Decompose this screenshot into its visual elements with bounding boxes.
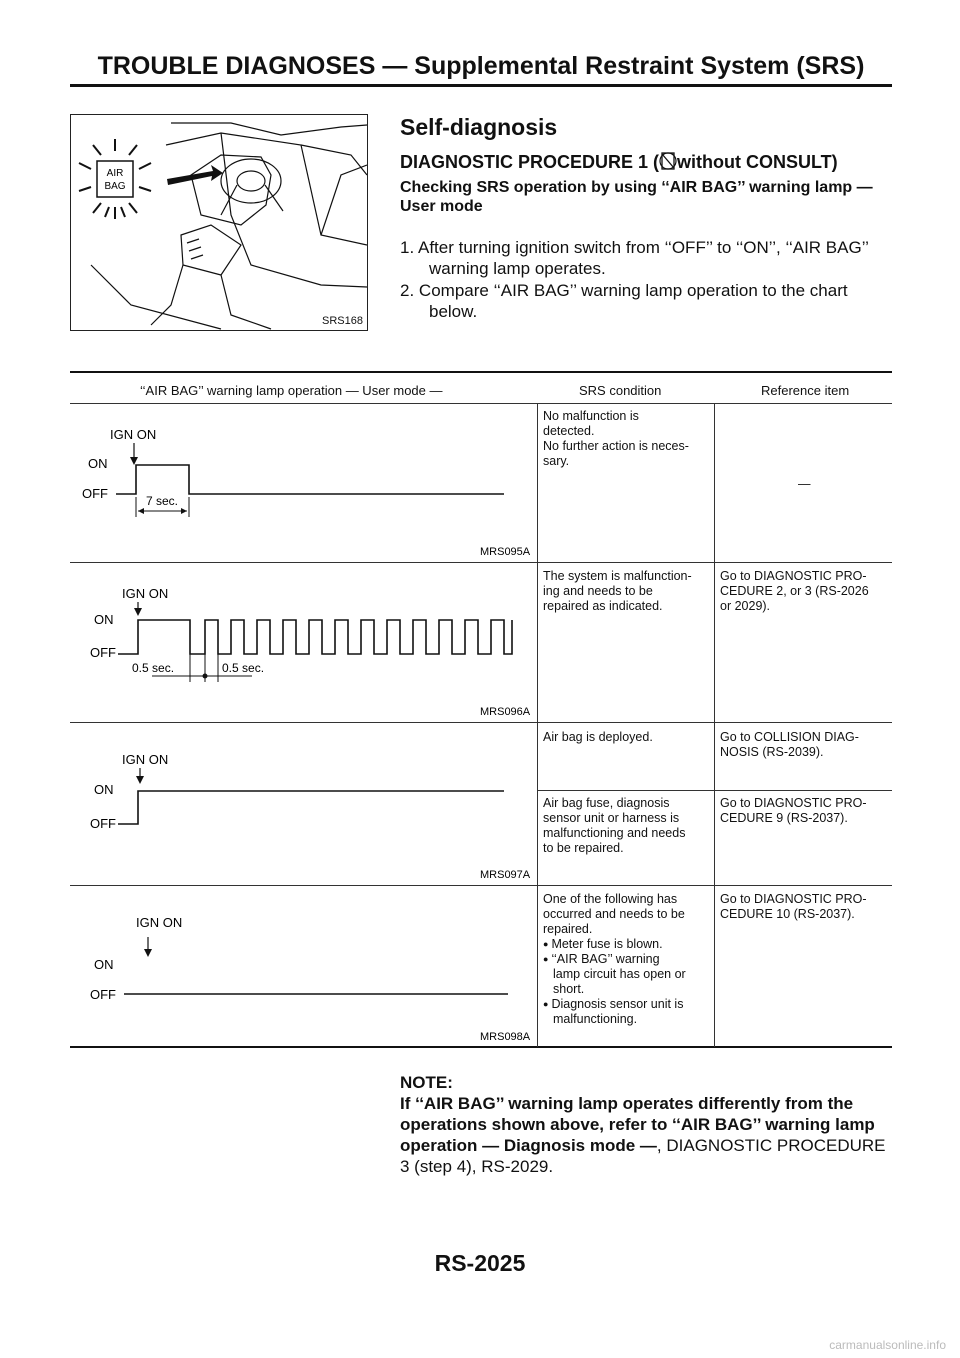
step-1-text: After turning ignition switch from ‘‘OFF’’ to ‘‘ON’’, ‘‘AIR BAG’’	[417, 238, 869, 257]
car-interior-drawing	[71, 115, 368, 331]
page-number: RS-2025	[434, 1250, 526, 1276]
row-3b-condition	[543, 796, 711, 856]
note	[400, 1072, 892, 1177]
condition-line: No further action is neces-	[543, 439, 689, 453]
bullet-item: ● Diagnosis sensor unit is	[543, 997, 713, 1012]
row-3a-reference	[720, 730, 890, 760]
condition-line: sary.	[543, 454, 570, 468]
condition-line: detected.	[543, 424, 595, 438]
lamp-signal	[118, 791, 504, 824]
on-label: ON	[94, 612, 114, 627]
condition-line: repaired as indicated.	[543, 599, 663, 613]
condition-line: The system is malfunction-	[543, 569, 692, 583]
waveform-row-1	[72, 405, 536, 560]
note-bold-text: If ‘‘AIR BAG’’ warning lamp operates differently from the operations shown above, refer to ‘‘AIR BAG’’ warning lamp operation — Diagnosis mode —	[400, 1094, 875, 1155]
section-title: Self-diagnosis	[400, 114, 558, 140]
condition-line: ing and needs to be	[543, 584, 653, 598]
condition-line: to be repaired.	[543, 841, 624, 855]
bullet-item: ● ‘‘AIR BAG’’ warning	[543, 952, 713, 967]
header-reference-item: Reference item	[761, 383, 850, 398]
lamp-signal	[116, 465, 504, 494]
bullet-item: ● Meter fuse is blown.	[543, 937, 713, 952]
check-heading: Checking SRS operation by using ‘‘AIR BAG’’ warning lamp — User mode	[400, 179, 873, 215]
on-label: ON	[94, 957, 114, 972]
row-2-condition	[543, 569, 711, 614]
lamp-text-2: BAG	[104, 181, 126, 192]
table-top-rule	[70, 371, 892, 373]
row-3b-reference	[720, 796, 890, 826]
timing-label-2: 0.5 sec.	[222, 661, 265, 675]
bullet-cont: short.	[553, 982, 585, 996]
condition-line: occurred and needs to be	[543, 907, 685, 921]
procedure-title	[400, 150, 838, 173]
diagram-label: MRS097A	[480, 869, 531, 881]
consult-crossed-icon	[659, 150, 677, 172]
table-rule	[70, 403, 892, 404]
row-1-condition	[543, 409, 711, 469]
reference-line: or 2029).	[720, 599, 771, 613]
ign-arrowhead	[144, 949, 152, 957]
procedure-title-after: without CONSULT)	[677, 152, 838, 172]
bullet-cont: malfunctioning.	[553, 1012, 638, 1026]
condition-line: Air bag fuse, diagnosis	[543, 796, 670, 810]
diagram-label: MRS098A	[480, 1031, 531, 1043]
bullet-cont: lamp circuit has open or	[553, 967, 686, 981]
table-rule	[70, 722, 892, 723]
procedure-title-before: DIAGNOSTIC PROCEDURE 1 (	[400, 152, 660, 172]
row-4-condition	[543, 892, 713, 1027]
reference-line: Go to DIAGNOSTIC PRO-	[720, 796, 867, 810]
ign-label: IGN ON	[136, 915, 183, 930]
page-header: TROUBLE DIAGNOSES — Supplemental Restraint System (SRS)	[97, 52, 865, 80]
row-3a-condition: Air bag is deployed.	[543, 730, 653, 744]
table-rule	[70, 885, 892, 886]
off-label: OFF	[90, 645, 116, 660]
waveform-row-2	[72, 564, 536, 720]
table-rule	[70, 562, 892, 563]
step-2-cont: below.	[429, 302, 478, 321]
dashboard-illustration	[70, 114, 368, 331]
time-dot	[203, 674, 208, 679]
row-1-reference: —	[798, 477, 811, 491]
table-vrule	[714, 403, 715, 1047]
timing-label: 7 sec.	[146, 494, 179, 508]
figure-label: SRS168	[322, 315, 363, 327]
off-label: OFF	[82, 486, 108, 501]
reference-line: CEDURE 2, or 3 (RS-2026	[720, 584, 869, 598]
waveform-row-3	[72, 724, 536, 883]
reference-line: CEDURE 10 (RS-2037).	[720, 907, 855, 921]
table-bottom-rule	[70, 1046, 892, 1048]
condition-line: No malfunction is	[543, 409, 639, 423]
ign-label: IGN ON	[110, 427, 157, 442]
ign-arrowhead	[130, 457, 138, 465]
arrow-icon	[167, 165, 223, 185]
ign-label: IGN ON	[122, 586, 169, 601]
header-lamp-operation: ‘‘AIR BAG’’ warning lamp operation — User mode —	[140, 383, 443, 398]
on-label: ON	[94, 782, 114, 797]
step-1-cont: warning lamp operates.	[429, 259, 606, 278]
note-label: NOTE:	[400, 1073, 453, 1092]
footer-watermark: carmanualsonline.info	[829, 1338, 946, 1352]
diagram-label: MRS096A	[480, 706, 531, 718]
condition-line: sensor unit or harness is	[543, 811, 680, 825]
ign-arrowhead	[136, 776, 144, 784]
header-srs-condition: SRS condition	[579, 383, 662, 398]
step-2-text: Compare ‘‘AIR BAG’’ warning lamp operation to the chart	[418, 281, 848, 300]
timing-label-1: 0.5 sec.	[132, 661, 175, 675]
header-rule	[70, 84, 892, 87]
condition-line: One of the following has	[543, 892, 678, 906]
note-plain-text: , DIAGNOSTIC PROCEDURE 3 (step 4), RS-2029.	[400, 1136, 886, 1176]
condition-line: repaired.	[543, 922, 593, 936]
step-1	[400, 237, 892, 279]
lamp-text-1: AIR	[106, 168, 124, 179]
reference-line: NOSIS (RS-2039).	[720, 745, 824, 759]
row-4-reference	[720, 892, 890, 922]
diagram-label: MRS095A	[480, 546, 531, 558]
step-2-num: 2.	[400, 281, 415, 300]
condition-line: malfunctioning and needs	[543, 826, 686, 840]
step-2	[400, 280, 892, 322]
on-label: ON	[88, 456, 108, 471]
ign-arrowhead	[134, 608, 142, 616]
reference-line: CEDURE 9 (RS-2037).	[720, 811, 848, 825]
reference-line: Go to DIAGNOSTIC PRO-	[720, 569, 867, 583]
reference-line: Go to COLLISION DIAG-	[720, 730, 859, 744]
reference-line: Go to DIAGNOSTIC PRO-	[720, 892, 867, 906]
off-label: OFF	[90, 816, 116, 831]
table-vrule	[537, 403, 538, 1047]
blinking-signal	[118, 620, 512, 654]
ign-label: IGN ON	[122, 752, 169, 767]
row-2-reference	[720, 569, 890, 614]
off-label: OFF	[90, 987, 116, 1002]
waveform-row-4	[72, 887, 536, 1045]
interior-lines	[91, 123, 367, 329]
step-1-num: 1.	[400, 238, 415, 257]
